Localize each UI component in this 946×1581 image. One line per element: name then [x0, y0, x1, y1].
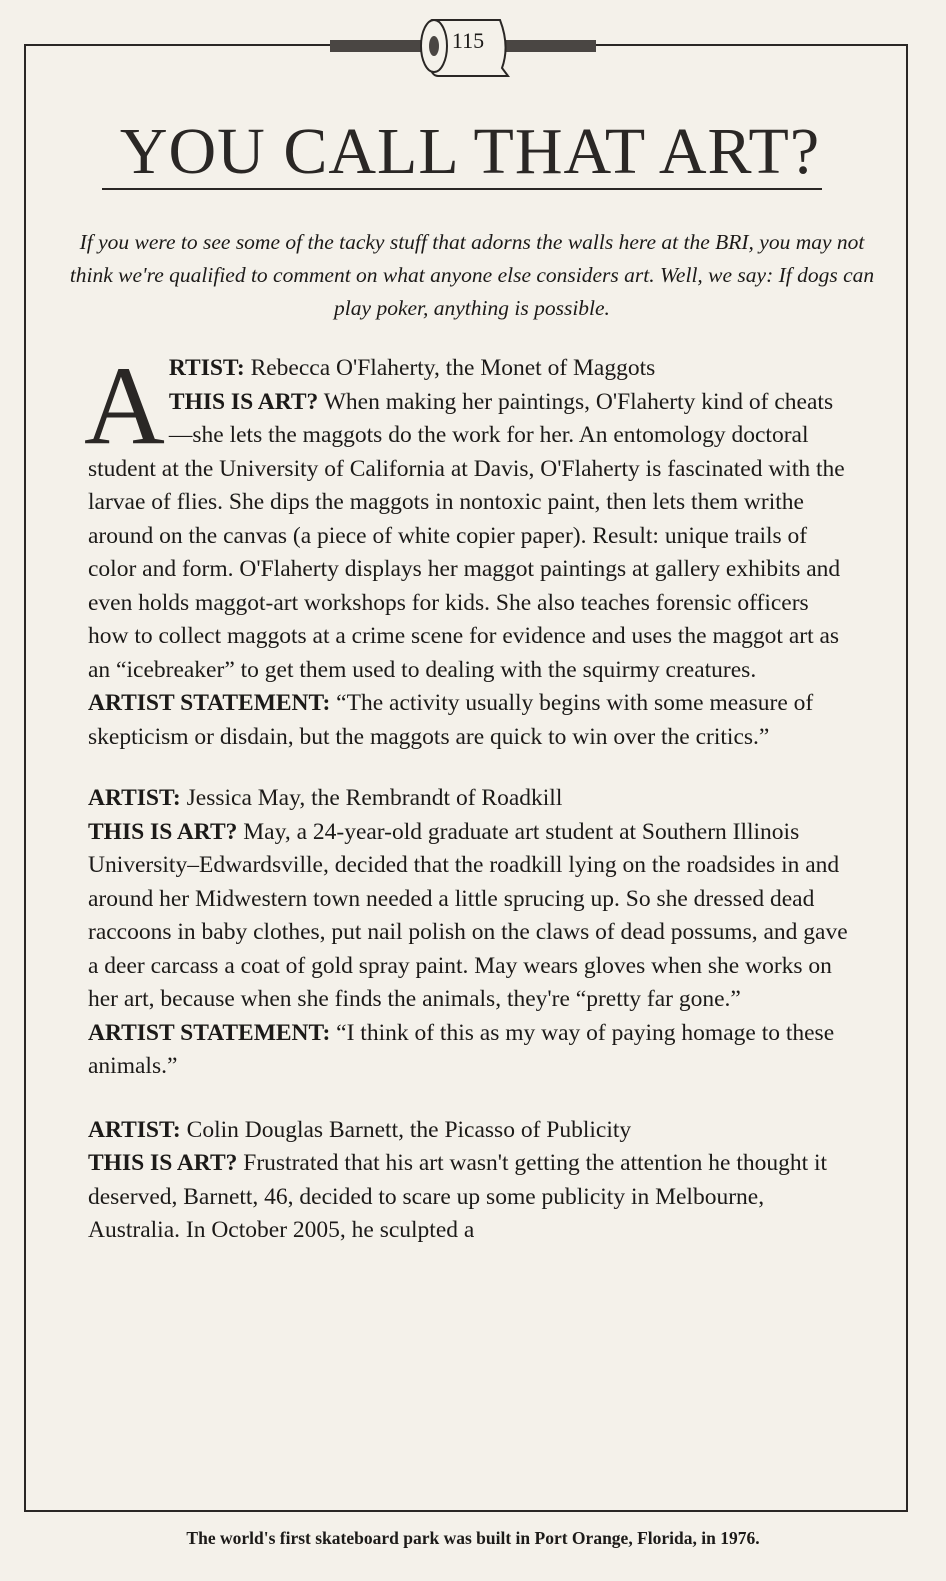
page-header	[0, 0, 946, 90]
artist-entry	[88, 1114, 848, 1248]
this-is-art-label: THIS IS ART?	[168, 388, 319, 415]
artist-line	[88, 782, 848, 816]
this-is-art-text: Frustrated that his art wasn't getting the attention he thought it deserved, Barnett, 46, decided to scare up some publicity in Melbourne, Australia. In October 2005, he sculpted a	[88, 1150, 828, 1243]
artist-statement	[88, 1017, 848, 1084]
artist-statement-label: ARTIST STATEMENT:	[88, 1019, 331, 1046]
this-is-art-text: When making her paintings, O'Flaherty kind of cheats—she lets the maggots do the work for her. An entomology doctoral student at the University of California at Davis, O'Flaherty is fascinated with the larvae of flies. She dips the maggots in nontoxic paint, then lets them writhe around on the canvas (a piece of white copier paper). Result: unique trails of color and form. O'Flaherty displays her maggot paintings at gallery exhibits and even holds maggot-art workshops for kids. She also teaches forensic officers how to collect maggots at a crime scene for evidence and uses the maggot art as an “icebreaker” to get them used to dealing with the squirmy creatures.	[88, 388, 845, 683]
artist-name: Rebecca O'Flaherty, the Monet of Maggots	[244, 355, 656, 381]
artist-entry	[84, 344, 848, 754]
page-title: YOU CALL THAT ART?	[119, 115, 821, 188]
drop-cap: A	[84, 344, 165, 468]
artist-name: Colin Douglas Barnett, the Picasso of Publicity	[180, 1116, 632, 1143]
artist-name: Jessica May, the Rembrandt of Roadkill	[180, 785, 563, 811]
artist-label: ARTIST:	[88, 1116, 181, 1143]
intro-paragraph: If you were to see some of the tacky stuff that adorns the walls here at the BRI, you may not think we're qualified to comment on what anyone else considers art. Well, we say: If dogs can play poker, anything is possible.	[69, 230, 875, 320]
artist-label: ARTIST:	[88, 785, 181, 811]
this-is-art-paragraph	[88, 1147, 848, 1248]
title-underline	[102, 188, 822, 190]
page-number: 115	[451, 28, 485, 53]
this-is-art-label: THIS IS ART?	[88, 1150, 238, 1176]
this-is-art-paragraph	[88, 386, 848, 688]
artist-statement	[88, 687, 848, 754]
page-footer-fact: The world's first skateboard park was built in Port Orange, Florida, in 1976.	[186, 1528, 760, 1548]
article-body	[84, 344, 848, 1278]
artist-line	[88, 352, 848, 386]
header-bar-right	[502, 40, 596, 52]
this-is-art-label: THIS IS ART?	[88, 818, 238, 845]
artist-statement-text: “The activity usually begins with some measure of skepticism or disdain, but the maggots are quick to win over the critics.”	[88, 690, 814, 750]
artist-line	[88, 1114, 848, 1148]
this-is-art-paragraph	[88, 816, 848, 1017]
header-bar-left	[330, 40, 430, 52]
artist-statement-text: “I think of this as my way of paying homage to these animals.”	[88, 1019, 835, 1079]
this-is-art-text: May, a 24-year-old graduate art student at Southern Illinois University–Edwardsville, decided that the roadkill lying on the roadsides in and around her Midwestern town needed a little sprucing up. So she dressed dead raccoons in baby clothes, put nail polish on the claws of dead possums, and gave a deer carcass a coat of gold spray paint. May wears gloves when she works on her art, because when she finds the animals, they're “pretty far gone.”	[88, 818, 848, 1012]
artist-entry	[88, 782, 848, 1084]
artist-label: RTIST:	[168, 355, 245, 381]
artist-statement-label: ARTIST STATEMENT:	[88, 690, 331, 716]
